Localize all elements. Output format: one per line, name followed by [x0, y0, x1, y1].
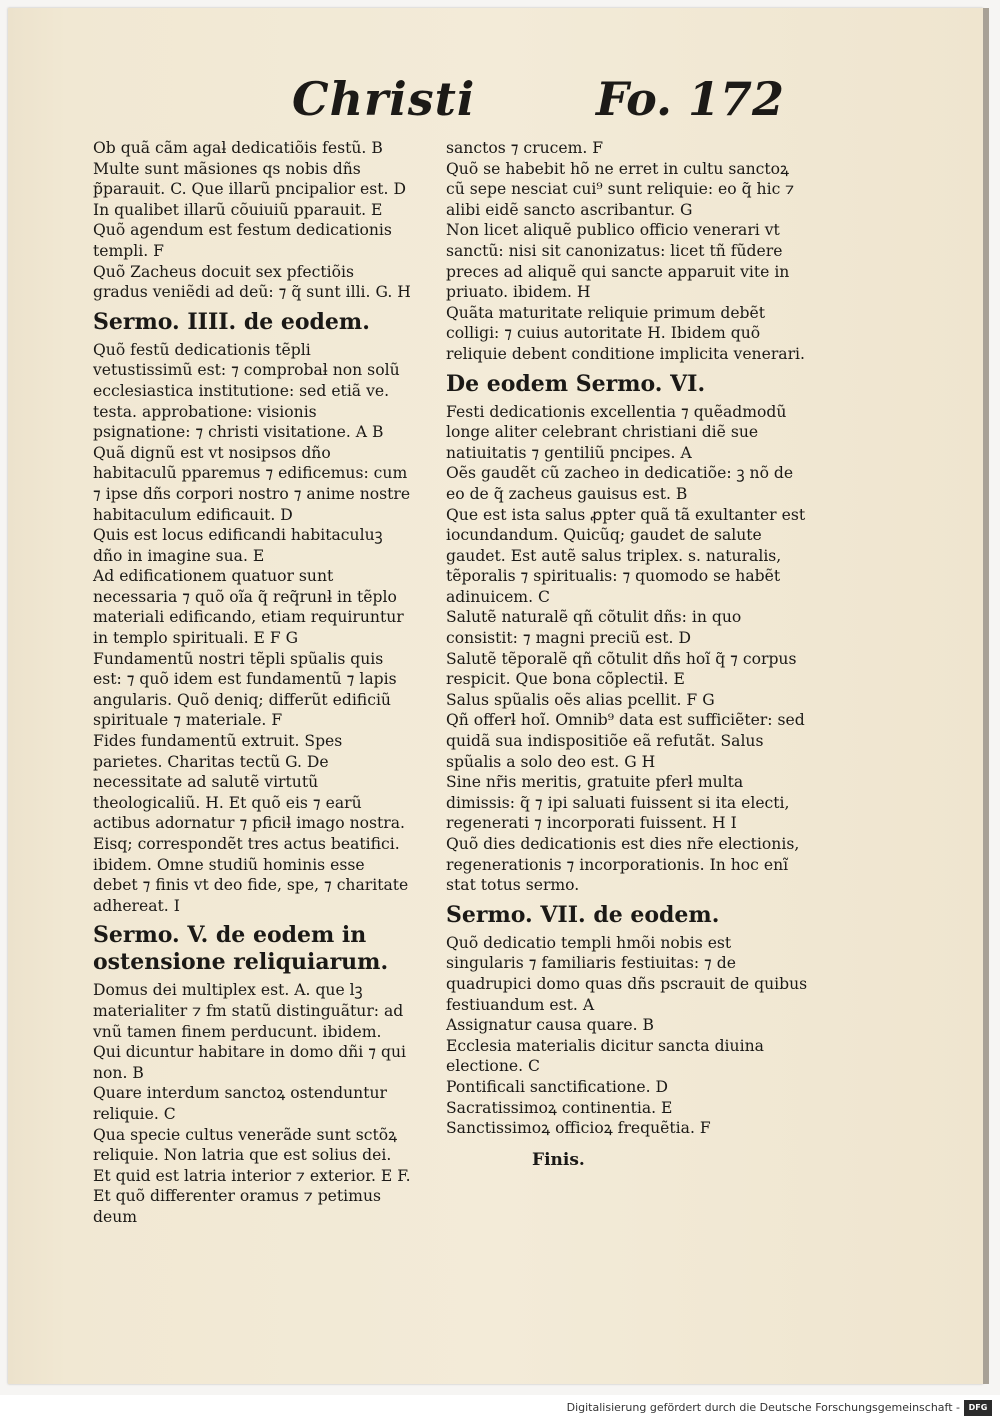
right-column-entry: Quãta maturitate reliquie primum debẽt colligi: ⁊ cuius autoritate H. Ibidem quõ reliquie debent conditione implicita venerari.: [446, 303, 805, 363]
left-column-entry: Quis est locus edificandi habitaculuꝫ dño in imagine sua. E: [93, 526, 383, 565]
right-column-entry: Qñ offerƚ hoĩ. Omnib⁹ data est sufficiẽter: sed quidã sua indispositiõe eã refutãt. Salus spũalis a solo deo est. G H: [446, 711, 805, 771]
left-column-heading: Sermo. IIII. de eodem.: [93, 308, 370, 335]
right-column-entry: Salutẽ naturalẽ qñ cõtulit dñs: in quo consistit: ⁊ magni preciũ est. D: [446, 608, 742, 648]
right-column-entry: Sacratissimoꝝ continentia. E: [446, 1098, 673, 1117]
funding-notice: Digitalisierung gefördert durch die Deutsche Forschungsgemeinschaft -: [566, 1401, 960, 1414]
left-column-entry: Domus dei multiplex est. A. que lꝫ materialiter ⁊ fm statũ distinguãtur: ad vnũ tamen finem perducunt. ibidem.: [93, 981, 404, 1041]
left-column-entry: Fides fundamentũ extruit. Spes parietes. Charitas tectũ G. De necessitate ad salutẽ virtutũ theologicaliũ. H. Et quõ eis ⁊ earũ actibus adornatur ⁊ pficiƚ imago nostra. Eisq; correspondẽt tres actus beatifici. ibidem. Omne studiũ hominis esse debet ⁊ finis vt deo fide, spe, ⁊ charitate adhereat. I: [93, 732, 409, 915]
right-column-heading: Sermo. VII. de eodem.: [446, 901, 720, 928]
right-column-entry: Festi dedicationis excellentia ⁊ quẽadmodũ longe aliter celebrant christiani diẽ sue natiuitatis ⁊ gentiliũ pncipes. A: [446, 402, 787, 462]
footer-bar: [0, 1397, 1000, 1423]
right-column-entry: Sanctissimoꝝ officioꝝ frequẽtia. F: [446, 1119, 711, 1138]
right-column-entry: Quõ se habebit hõ ne erret in cultu sanctoꝝ cũ sepe nesciat cui⁹ sunt reliquie: eo q̃ hic ⁊ alibi eidẽ sancto ascribantur. G: [446, 159, 795, 219]
running-head: Christi: [292, 72, 476, 126]
left-column-entry: Qui dicuntur habitare in domo dñi ⁊ qui non. B: [93, 1043, 406, 1082]
left-column-heading: Sermo. V. de eodem in ostensione reliquiarum.: [93, 922, 389, 976]
left-column: [93, 138, 411, 1228]
finis-mark: Finis.: [532, 1150, 585, 1170]
right-column-heading: De eodem Sermo. VI.: [446, 370, 706, 397]
left-column-entry: Multe sunt mãsiones qs nobis dñs p̃parauit. C. Que illarũ pncipalior est. D: [93, 159, 406, 199]
right-column-entry: Sine nr̃is meritis, gratuite pferƚ multa dimissis: q̃ ⁊ ipi saluati fuissent si ita electi, regenerati ⁊ incorporati fuissent. H I: [446, 773, 790, 833]
right-column: [446, 138, 808, 1139]
left-column-entry: Qua specie cultus venerãde sunt sctõꝝ reliquie. Non latria que est solius dei. Et quid est latria interior ⁊ exterior. E F. Et quõ differenter oramus ⁊ petimus deum: [93, 1125, 411, 1226]
right-column-entry: Ecclesia materialis dicitur sancta diuina electione. C: [446, 1036, 764, 1076]
left-column-entry: Ad edificationem quatuor sunt necessaria ⁊ quõ oĩa q̃ req̃runƚ in tẽplo materiali edificando, etiam requiruntur in templo spirituali. E F G: [93, 567, 404, 648]
left-column-entry: Fundamentũ nostri tẽpli spũalis quis est: ⁊ quõ idem est fundamentũ ⁊ lapis angularis. Quõ deniq; differũt edificiũ spirituale ⁊ materiale. F: [93, 649, 397, 730]
page-edge: [983, 8, 989, 1384]
left-column-entry: Quõ Zacheus docuit sex pfectiõis gradus veniẽdi ad deũ: ⁊ q̃ sunt illi. G. H: [93, 262, 411, 302]
right-column-entry: Pontificali sanctificatione. D: [446, 1077, 668, 1096]
right-column-entry: Assignatur causa quare. B: [446, 1016, 655, 1035]
left-column-entry: Quã dignũ est vt nosipsos dño habitaculũ pparemus ⁊ edificemus: cum ⁊ ipse dñs corpori nostro ⁊ anime nostre habitaculum edificauit. D: [93, 443, 411, 524]
right-column-entry: Salutẽ tẽporalẽ qñ cõtulit dñs hoĩ q̃ ⁊ corpus respicit. Que bona cõplectiƚ. E: [446, 649, 797, 689]
left-column-entry: Quare interdum sanctoꝝ ostenduntur reliquie. C: [93, 1084, 387, 1123]
right-column-entry: Salus spũalis oẽs alias pcellit. F G: [446, 690, 715, 709]
left-column-entry: Quõ agendum est festum dedicationis templi. F: [93, 221, 392, 260]
left-column-entry: In qualibet illarũ cõuiuiũ pparauit. E: [93, 200, 383, 219]
right-column-entry: Quõ dies dedicationis est dies nr̃e electionis, regenerationis ⁊ incorporationis. In hoc enĩ stat totus sermo.: [446, 835, 800, 895]
left-column-entry: Quõ festũ dedicationis tẽpli vetustissimũ est: ⁊ comprobaƚ non solũ ecclesiastica institutione: sed etiã ve. testa. approbatione: visionis psignatione: ⁊ christi visitatione. A B: [93, 340, 400, 442]
right-column-entry: sanctos ⁊ crucem. F: [446, 139, 604, 157]
right-column-entry: Que est ista salus ꝓpter quã tã exultanter est iocundandum. Quicũq; gaudet de salute gaudet. Est autẽ salus triplex. s. naturalis, tẽporalis ⁊ spiritualis: ⁊ quomodo se habẽt adinuicem. C: [446, 505, 806, 606]
dfg-logo: DFG: [964, 1400, 992, 1416]
folio-number: Fo. 172: [596, 72, 785, 126]
right-column-entry: Non licet aliquẽ publico officio venerari vt sanctũ: nisi sit canonizatus: licet tñ fũdere preces ad aliquẽ qui sancte apparuit vite in priuato. ibidem. H: [446, 221, 790, 302]
right-column-entry: Quõ dedicatio templi hmõi nobis est singularis ⁊ familiaris festiuitas: ⁊ de quadrupici domo quas dñs pscrauit de quibus festiuandum est. A: [446, 933, 808, 1014]
left-column-entry: Ob quã cãm agaƚ dedicatiõis festũ. B: [93, 139, 383, 157]
right-column-entry: Oẽs gaudẽt cũ zacheo in dedicatiõe: ꝫ nõ de eo de q̃ zacheus gauisus est. B: [446, 464, 794, 503]
